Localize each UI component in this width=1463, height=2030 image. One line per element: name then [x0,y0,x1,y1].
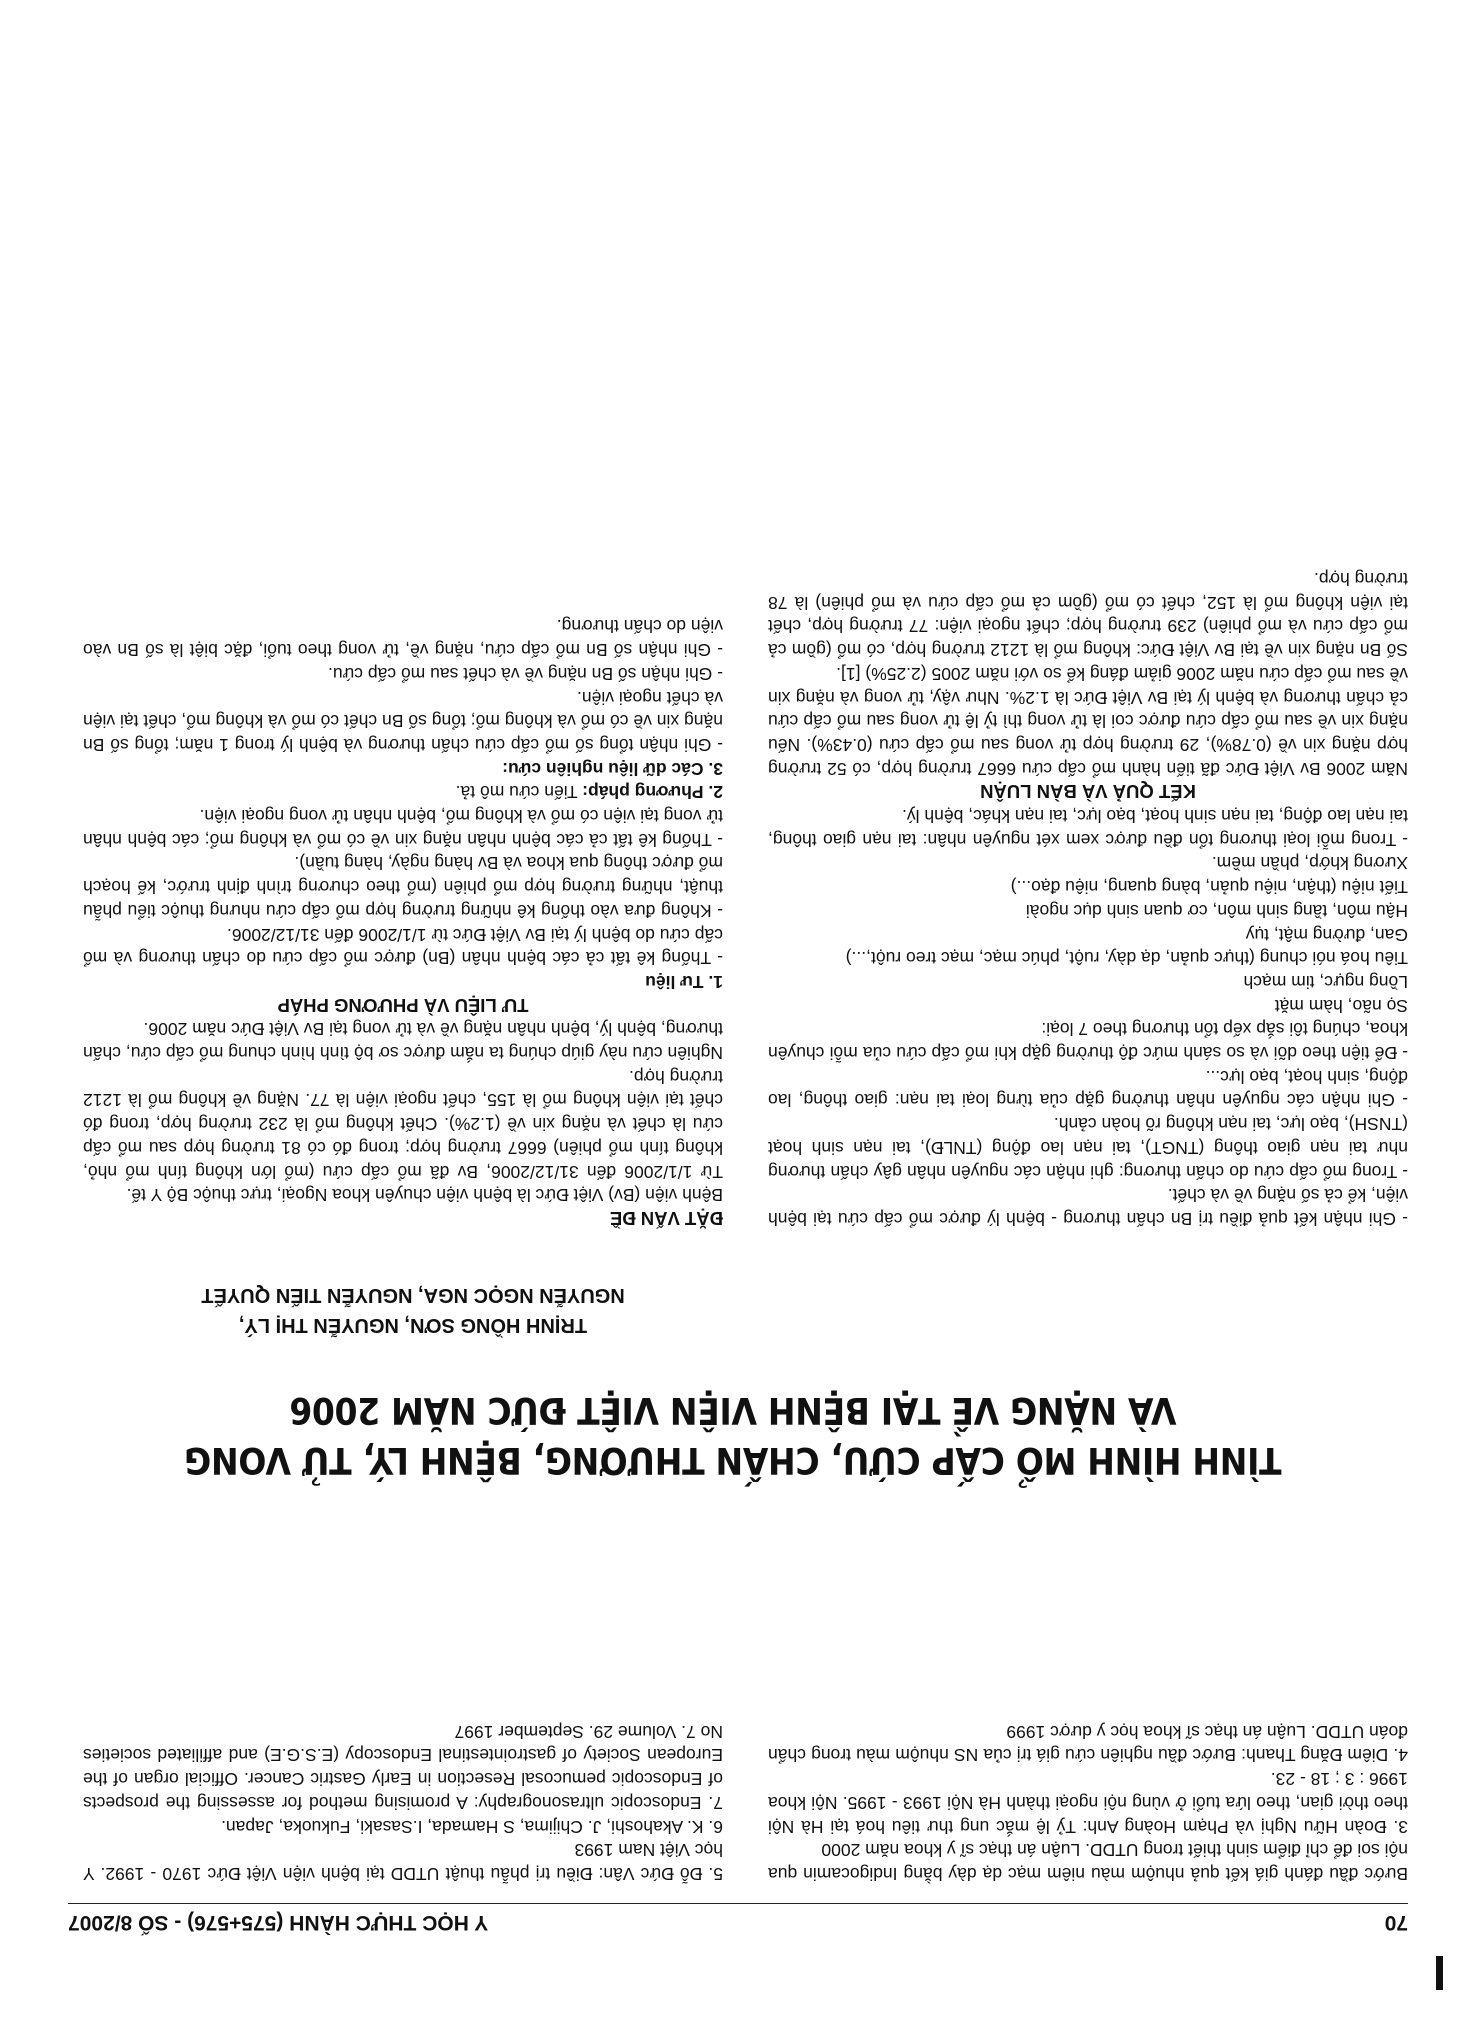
list-item: Sọ não, hàm mặt [1274,995,1408,1016]
paragraph: Năm 2006 Bv Việt Đức đã tiến hành mổ cấp cứu 6667 trường hợp, có 52 trường hợp nặng xin về (0.78%), 29 trường hợp tử vong sau mổ cấp cứu (0.43%). Nếu nặng xin về sau mổ cấp cứu được coi là tử vong thì tỷ lệ tử vong sau mổ cấp cứu cả chấn thương và bệnh lý tại Bv Việt Đức là 1.2%. Như vậy, tử vong và nặng xin về sau mổ cấp cứu năm 2006 giảm đáng kể so với năm 2005 (2.25%) [1]. [768,663,1408,779]
section-heading: ĐẶT VẤN ĐỀ [609,1208,723,1229]
list-item: Xương khớp, phần mềm. [1211,853,1408,874]
paragraph: Số Bn nặng xin về tại Bv Việt Đức: không mổ là 1212 trường hợp, có mổ (gồm cả mổ cấp cứu và mổ phiên) 239 trường hợp; chết ngoại viện: 77 trường hợp, chết tại viện không mổ là 152, chết có mổ (gồm cả mổ cấp cứu và mổ phiên) là 78 trường hợp. [768,569,1408,661]
journal-title: Y HỌC THỰC HÀNH (575+576) - SỐ 8/2007 [68,1911,489,1934]
list-item: Lồng ngực, tim mạch [1243,971,1408,992]
author-line: TRỊNH HỒNG SƠN, NGUYỄN THỊ LÝ, [238,1314,588,1336]
reference-item: 6. K. Akahoshi, J. Chijima, S Hamada, I.Sasaki, Fukuoka, Japan. [221,1816,723,1837]
list-item: Hậu môn, tầng sinh môn, cơ quan sinh dục ngoài [1025,900,1408,921]
subsection-heading: 1. Tư liệu [645,971,723,992]
paragraph: - Để tiện theo dõi và so sánh mức độ thường gặp khi mổ cấp cứu của mỗi chuyên khoa, chúng tôi sắp xếp tổn thương theo 7 loại: [768,1019,1408,1064]
page-number: 70 [1384,1911,1408,1934]
title-line: VÀ NẶNG VỀ TẠI BỆNH VIỆN VIỆT ĐỨC NĂM 2006 [289,1389,1177,1432]
section-heading: TƯ LIỆU VÀ PHƯƠNG PHÁP [277,994,529,1016]
section-heading: KẾT QUẢ VÀ BÀN LUẬN [980,781,1196,803]
paragraph: - Ghi nhận kết quả điều trị Bn chấn thương - bệnh lý được mổ cấp cứu tại bệnh viện, kể cả số nặng về và chết. [768,1185,1408,1229]
title-line: TÌNH HÌNH MỔ CẤP CỨU, CHẤN THƯƠNG, BỆNH LÝ, TỬ VONG [184,1439,1282,1482]
author-line: NGUYỄN NGỌC NGA, NGUYỄN TIẾN QUYẾT [201,1284,625,1306]
paragraph: - Thống kê tất cả các bệnh nhân (Bn) được mổ cấp cứu do chấn thương và mổ cấp cứu do bệnh lý tại Bv Việt Đức từ 1/1/2006 đến 31/12/2006. [83,924,723,969]
running-header [68,1903,1408,1952]
paragraph: Bệnh viện (Bv) Việt Đức là bệnh viện chuyên khoa Ngoại, trực thuộc Bộ Y tế. [126,1185,723,1206]
list-item: Tiêu hoá nói chung (thực quản, dạ dày, ruột, phúc mạc, mạc treo ruột,...) [845,948,1408,969]
reference-item: 5. Đỗ Đức Vân: Điều trị phẫu thuật UTDD tại bệnh viện Việt Đức 1970 - 1992. Y học Việt Nam 1993 [83,1840,723,1884]
paragraph: - Trong mổ cấp cứu do chấn thương: ghi nhận các nguyên nhân gây chấn thương như tai nạn giao thông (TNGT), tai nạn lao động (TNLĐ), tai nạn sinh hoạt (TNSH), bạo lực, tai nạn không rõ hoàn cảnh. [768,1114,1408,1182]
list-item: Tiết niệu (thận, niệu quản, bàng quang, niệu đạo...) [1010,877,1408,898]
authors [83,1280,743,1340]
paragraph: - Không đưa vào thống kê những trường hợp mổ cấp cứu nhưng thuộc tiểu phẫu thuật, những trường hợp mổ phiên (mổ theo chương trình định trước, kế hoạch mổ được thông qua khoa và Bv hàng ngày, hàng tuần). [83,853,723,921]
paragraph: - Ghi nhận số Bn nặng về và chết sau mổ cấp cứu. [328,663,723,684]
paragraph: - Thống kê tất cả các bệnh nhân nặng xin về có mổ và không mổ; các bệnh nhân tử vong tại viện có mổ và không mổ, bệnh nhân tử vong ngoại viện. [83,806,723,850]
scan-mark [1436,1956,1443,1990]
reference-item: 3. Đoàn Hữu Nghị và Phạm Hoàng Anh: Tỷ lệ mắc ung thư tiêu hoá tại Hà Nội theo thời gian, theo lứa tuổi ở vùng nội ngoại thành Hà Nội 1993 - 1995. Nội khoa 1996 : 3 ; 18 - 23. [768,1769,1408,1837]
paragraph: Nghiên cứu này giúp chúng ta nắm được sơ bộ tình hình chung mổ cấp cứu, chấn thương, bệnh lý, bệnh nhân nặng về và tử vong tại Bv Việt Đức năm 2006. [83,1019,723,1064]
article-title [63,1385,1403,1485]
paragraph: - Ghi nhận các nguyên nhân thường gặp của từng loại tai nạn: giao thông, lao động, sinh hoạt, bạo lực... [768,1066,1408,1111]
subsection-heading: 2. Phương pháp: [582,782,723,803]
paragraph: - Trong mỗi loại thương tổn đều được xem xét nguyên nhân: tai nạn giao thông, tai nạn lao động, tai nạn sinh hoạt, bạo lực, tai nạn khác, bệnh lý. [768,806,1408,850]
paragraph: Từ 1/1/2006 đến 31/12/2006, Bv đã mổ cấp cứu (mổ lớn không tính mổ nhỏ, không tính mổ phiên) 6667 trường hợp; trong đó có 81 trường hợp sau mổ cấp cứu là chết và nặng xin về (1.2%). Chết không mổ là 232 trường hợp, trong đó chết tại viện không mổ là 155, chết ngoại viện là 77. Nặng về không mổ là 1212 trường hợp. [83,1066,723,1182]
subsection-text: Tiến cứu mô tả. [455,782,578,803]
paragraph: - Ghi nhận tổng số mổ cấp cứu chấn thương và bệnh lý trong 1 năm; tổng số Bn nặng xin về có mổ và không mổ; tổng số Bn chết có mổ và không mổ, chết tại viện và chết ngoại viện. [83,687,723,755]
references-left [768,1719,1408,1885]
reference-item: 4. Diêm Đăng Thanh: Bước đầu nghiên cứu giá trị của NS nhuộm màu trong chẩn đoán UTDD. Luận án thạc sĩ khoa học y dược 1999 [768,1721,1408,1766]
references-right [83,1719,723,1885]
reference-item: 7. Endoscopic ultrasonography: A promising method for assessing the prospects of Endoscopic pemucosal Resection in Early Gastric Cancer. Official organ of the European Society of gastrointestinal Endoscopy (E.S.G.E) and affiliated societies No 7. Volume 29. September 1997 [83,1721,723,1813]
list-item: Gan, đường mật, tụy [1245,924,1408,945]
body-column-left [768,566,1408,1230]
subsection-heading: 3. Các dữ liệu nghiên cứu: [502,758,723,779]
paragraph: - Ghi nhận số Bn mổ cấp cứu, nặng về, tử vong theo tuổi, đặc biệt là số Bn vào viện do chấn thương. [83,616,723,661]
body-column-right [83,614,723,1230]
reference-item: Bước đầu đánh giá kết quả nhuộm màu niêm mạc dạ dày bằng Indigocamin qua nội soi để chỉ điểm sinh thiết trong UTDD. Luận án thạc sĩ y khoa năm 2000 [768,1840,1408,1884]
